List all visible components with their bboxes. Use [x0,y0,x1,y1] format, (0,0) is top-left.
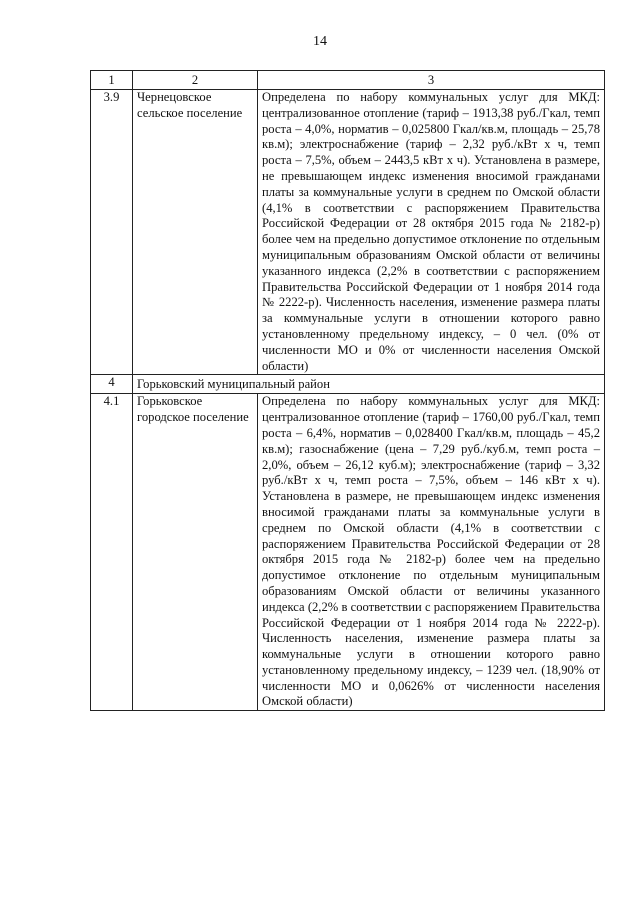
table-header-row [91,71,605,90]
table-row [91,90,605,375]
row-description: Определена по набору коммунальных услуг для МКД: централизованное отопление (тариф – 1760,00 руб./Гкал, темп роста – 6,4%, норматив – 0,028400 Гкал/кв.м, площадь – 45,2 кв.м); газоснабжение (цена – 7,29 руб./куб.м, темп роста – 2,0%, объем – 26,12 куб.м); электроснабжение (тариф – 3,32 руб./кВт х ч, темп роста – 7,5%, объем – 146 кВт х ч). Установлена в размере, не превышающем индекс изменения вносимой гражданами платы за коммунальные услуги в среднем по Омской области (4,1% в соответствии с распоряжением Правительства Российской Федерации от 28 октября 2015 года № 2182-р) более чем на предельно допустимое отклонение по отдельным муниципальным образованиям Омской области от величины указанного индекса (2,2% в соответствии с распоряжением Правительства Российской Федерации от 1 ноября 2014 года № 2222-р). Численность населения, изменение размера платы за коммунальные услуги в отношении которого равно установленному предельному индексу, – 1239 чел. (18,90% от численности МО и 0,0626% от численности населения Омской области) [258,394,605,711]
tariff-table [90,70,605,711]
table-section-row [91,375,605,394]
district-name: Горьковский муниципальный район [133,375,605,394]
row-number: 3.9 [91,90,133,375]
table-row [91,394,605,711]
row-number: 4.1 [91,394,133,711]
page-number: 14 [313,34,327,49]
header-col-2: 2 [133,71,258,90]
header-col-3: 3 [258,71,605,90]
settlement-name: Горьковское городское поселение [133,394,258,711]
settlement-name: Чернецовское сельское поселение [133,90,258,375]
header-col-1: 1 [91,71,133,90]
row-description: Определена по набору коммунальных услуг для МКД: централизованное отопление (тариф – 1913,38 руб./Гкал, темп роста – 4,0%, норматив – 0,025800 Гкал/кв.м, площадь – 25,78 кв.м); электроснабжение (тариф – 2,32 руб./кВт х ч, темп роста – 7,5%, объем – 2443,5 кВт х ч). Установлена в размере, не превышающем индекс изменения вносимой гражданами платы за коммунальные услуги в среднем по Омской области (4,1% в соответствии с распоряжением Правительства Российской Федерации от 28 октября 2015 года № 2182-р) более чем на предельно допустимое отклонение по отдельным муниципальным образованиям Омской области от величины указанного индекса (2,2% в соответствии с распоряжением Правительства Российской Федерации от 1 ноября 2014 года № 2222-р). Численность населения, изменение размера платы за коммунальные услуги в отношении которого равно установленному предельному индексу, – 0 чел. (0% от численности МО и 0% от численности населения Омской области) [258,90,605,375]
row-number: 4 [91,375,133,394]
